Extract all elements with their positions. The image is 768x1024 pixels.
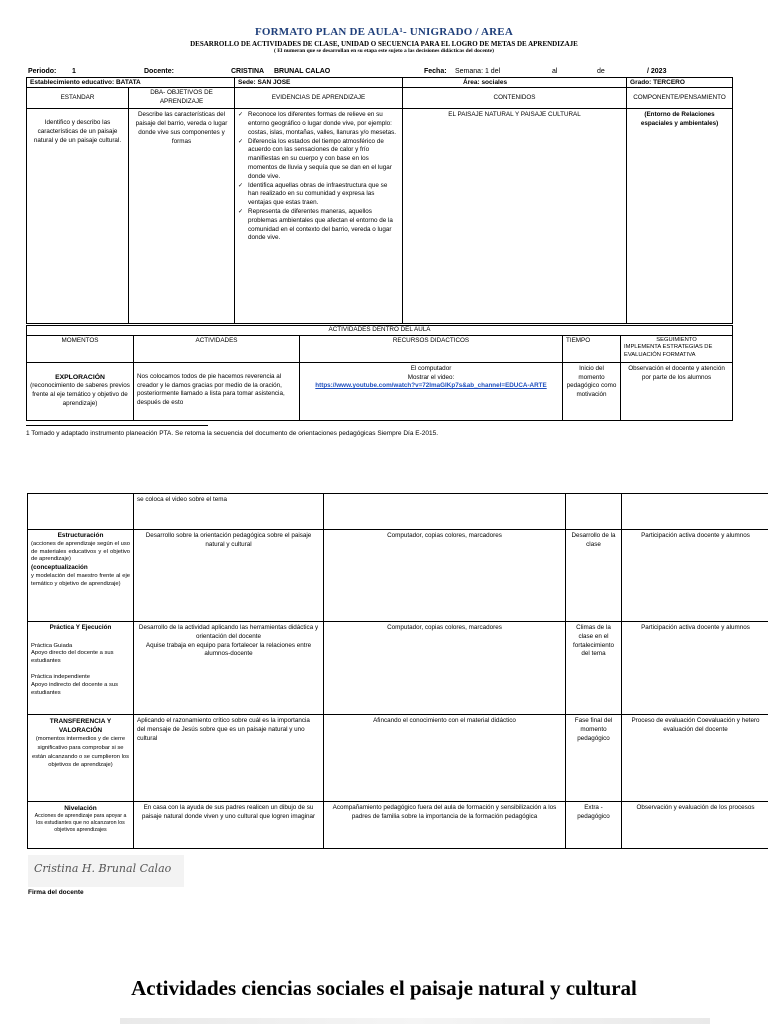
conceptualizacion-title: (conceptualización xyxy=(31,564,88,572)
transferencia-recursos: Afincando el conocimiento con el material didáctico xyxy=(324,715,566,802)
estructuracion-title: Estructuración xyxy=(57,532,104,539)
estructuracion-recursos: Computador, copias colores, marcadores xyxy=(324,530,566,622)
transferencia-desc: (momentos intermedios y de cierre significativo para comprobar si se están alcanzando o se cumplieron los objetivos de aprendizaje) xyxy=(32,736,129,769)
practica-guiada-desc: Apoyo directo del docente a sus estudiantes xyxy=(31,650,114,665)
estructuracion-seguimiento: Participación activa docente y alumnos xyxy=(622,530,768,622)
practica-cell xyxy=(28,622,134,715)
conceptualizacion-desc: y modelación del maestro frente al eje temático y objetivo de aprendizaje) xyxy=(31,572,130,587)
header-dba: DBA- OBJETIVOS DE APRENDIZAJE xyxy=(129,88,235,109)
header-contenidos: CONTENIDOS xyxy=(403,88,627,109)
periodo-label: Periodo: xyxy=(28,68,57,75)
continuation-actividad: se coloca el video sobre el tema xyxy=(134,494,324,530)
al-text: al xyxy=(552,68,558,75)
practica-actividad-2: Aquise trabaja en equipo para fortalecer la relaciones entre alumnos-docente xyxy=(145,641,312,658)
nivelacion-seguimiento: Observación y evaluación de los procesos xyxy=(622,802,768,849)
contenidos-cell: EL PAISAJE NATURAL Y PAISAJE CULTURAL xyxy=(403,109,627,324)
header-componente: COMPONENTE/PENSAMIENTO xyxy=(627,88,733,109)
seguimiento-subtitle: IMPLEMENTA ESTRATEGIAS DE EVALUACIÓN FORMATIVA xyxy=(624,344,713,358)
recursos-line-1: El computador xyxy=(410,364,452,372)
de-text: de xyxy=(597,68,605,75)
estructuracion-desc: (acciones de aprendizaje según el uso de materiales educativos y el objetivo de aprendizaje) xyxy=(31,540,130,563)
nivelacion-tiempo: Extra - pedagógico xyxy=(566,802,622,849)
exploracion-actividad: Nos colocamos todos de pie hacemos reverencia al creador y le damos gracias por medio de la oración, posteriormente llamado a lista para tomar asistencia, después de esto xyxy=(134,362,300,420)
continuation-seguimiento xyxy=(622,494,768,530)
grado-cell: Grado: TERCERO xyxy=(627,78,733,88)
evidencia-item: ✓ Reconoce los diferentes formas de relieve en su entorno geográfico o lugar donde vive, por ejemplo: costas, islas, montañas, valles, llanuras y/o mesetas. xyxy=(238,111,399,137)
transferencia-actividad: Aplicando el razonamiento crítico sobre cuál es la importancia del mensaje de Jesús sobre que es un paisaje natural y uno cultural xyxy=(134,715,324,802)
continuation-recursos xyxy=(324,494,566,530)
exploracion-desc: (reconocimiento de saberes previos frente al eje temático y objetivo de aprendizaje) xyxy=(30,382,130,407)
plan-table-top xyxy=(26,77,733,324)
seguimiento-title: SEGUIMIENTO xyxy=(656,336,697,343)
transferencia-cell xyxy=(28,715,134,802)
document-subtitle-note: ( El numeran que se desarrollan en su etapa este sujeto a las decisiones didácticas del docente) xyxy=(274,48,494,54)
docente-first-name: CRISTINA xyxy=(231,68,265,75)
header-tiempo: TIEMPO xyxy=(563,335,621,362)
area-cell: Área: sociales xyxy=(403,78,627,88)
nivelacion-cell xyxy=(28,802,134,849)
header-momentos: MOMENTOS xyxy=(27,335,134,362)
header-actividades: ACTIVIDADES xyxy=(134,335,300,362)
header-estandar: ESTANDAR xyxy=(27,88,129,109)
periodo-value: 1 xyxy=(72,68,76,75)
nivelacion-recursos: Acompañamiento pedagógico fuera del aula de formación y sensibilización a los padres de familia sobre la importancia de la formación pedagógica xyxy=(324,802,566,849)
year-text: / 2023 xyxy=(647,68,667,75)
video-link[interactable]: https://www.youtube.com/watch?v=72ImaGIKp7s&ab_channel=EDUCA-ARTE xyxy=(315,382,547,390)
practica-actividad-1: Desarrollo de la actividad aplicando las herramientas didáctica y orientación del docente xyxy=(138,624,319,640)
estandar-cell: Identifico y describo las características de un paisaje natural y de un paisaje cultural. xyxy=(27,109,129,324)
docente-last-name: BRUNAL CALAO xyxy=(274,68,331,75)
evidencia-item: ✓ Diferencia los estados del tiempo atmosférico de acuerdo con las sensaciones de calor y frío manifiestas en su cuerpo y con base en los momentos de lluvia y sequía que se dan en el lugar donde vive. xyxy=(238,138,399,182)
estructuracion-tiempo: Desarrollo de la clase xyxy=(566,530,622,622)
exploracion-recursos xyxy=(300,362,563,420)
fecha-label: Fecha: xyxy=(424,68,447,75)
activities-table xyxy=(26,325,733,421)
evidencia-item: ✓ Representa de diferentes maneras, aquellos problemas ambientales que afectan el entorno de la comunidad en el contexto del barrio, vereda o lugar donde vive. xyxy=(238,208,399,243)
practica-seguimiento: Participación activa docente y alumnos xyxy=(622,622,768,715)
semana-text: Semana: 1 del xyxy=(455,68,501,75)
signature-label: Firma del docente xyxy=(28,889,84,896)
exploracion-tiempo: Inicio del momento pedagógico como motivación xyxy=(563,362,621,420)
sede-cell: Sede: SAN JOSE xyxy=(235,78,403,88)
transferencia-title: TRANSFERENCIA Y VALORACIÓN xyxy=(49,718,112,735)
evidencias-cell xyxy=(235,109,403,324)
establecimiento-cell: Establecimiento educativo: BATATA xyxy=(27,78,235,88)
footnote-divider xyxy=(26,425,208,426)
transferencia-tiempo: Fase final del momento pedagógico xyxy=(566,715,622,802)
signature: Cristina H. Brunal Calao xyxy=(34,862,172,875)
nivelacion-desc: Acciones de aprendizaje para apoyar a los estudiantes que no alcanzaron los objetivos aprendizajes xyxy=(34,813,127,834)
footnote: 1 Tomado y adaptado instrumento planeación PTA. Se retoma la secuencia del documento de orientaciones pedagógicas Siempre Día E-2015. xyxy=(26,430,439,437)
componente-cell: (Entorno de Relaciones espaciales y ambientales) xyxy=(627,109,733,324)
nivelacion-actividad: En casa con la ayuda de sus padres realicen un dibujo de su paisaje natural donde viven y uno cultural que logren imaginar xyxy=(134,802,324,849)
document-title: FORMATO PLAN DE AULA¹- UNIGRADO / AREA xyxy=(254,26,513,38)
header-evidencias: EVIDENCIAS DE APRENDIZAJE xyxy=(235,88,403,109)
docente-label: Docente: xyxy=(144,68,174,75)
practica-independiente: Práctica independiente xyxy=(31,673,90,680)
activities-section-title: ACTIVIDADES DENTRO DEL AULA xyxy=(27,326,733,336)
nivelacion-title: Nivelación xyxy=(64,805,97,812)
practica-actividad xyxy=(134,622,324,715)
practica-tiempo: Climas de la clase en el fortalecimiento del tema xyxy=(566,622,622,715)
practica-recursos: Computador, copias colores, marcadores xyxy=(324,622,566,715)
dba-cell: Describe las características del paisaje del barrio, vereda o lugar donde vive sus componentes y formas xyxy=(129,109,235,324)
continuation-momento xyxy=(28,494,134,530)
recursos-line-2: Mostrar el video: xyxy=(407,373,455,381)
exploracion-cell xyxy=(27,362,134,420)
exploracion-seguimiento: Observación el docente y atención por parte de los alumnos xyxy=(621,362,733,420)
transferencia-seguimiento: Proceso de evaluación Coevaluación y hetero evaluación del docente xyxy=(622,715,768,802)
document-subtitle: DESARROLLO DE ACTIVIDADES DE CLASE, UNIDAD O SECUENCIA PARA EL LOGRO DE METAS DE APRENDIZAJE xyxy=(190,40,578,48)
faded-text-strip xyxy=(120,1018,710,1024)
estructuracion-cell xyxy=(28,530,134,622)
estructuracion-actividad: Desarrollo sobre la orientación pedagógica sobre el paisaje natural y cultural xyxy=(134,530,324,622)
exploracion-title: EXPLORACIÓN xyxy=(55,373,105,381)
activities-table-continued xyxy=(27,493,768,849)
continuation-tiempo xyxy=(566,494,622,530)
evidencia-item: ✓ Identifica aquellas obras de infraestructura que se han realizado en su comunidad y expresa las ventajas que estas traen. xyxy=(238,182,399,208)
header-seguimiento xyxy=(621,335,733,362)
practica-independiente-desc: Apoyo indirecto del docente a sus estudiantes xyxy=(31,681,119,696)
practica-title: Práctica Y Ejecución xyxy=(49,624,112,631)
activities-title: Actividades ciencias sociales el paisaje natural y cultural xyxy=(131,976,637,1000)
header-recursos: RECURSOS DIDACTICOS xyxy=(300,335,563,362)
practica-guiada: Práctica Guiada xyxy=(31,642,73,649)
